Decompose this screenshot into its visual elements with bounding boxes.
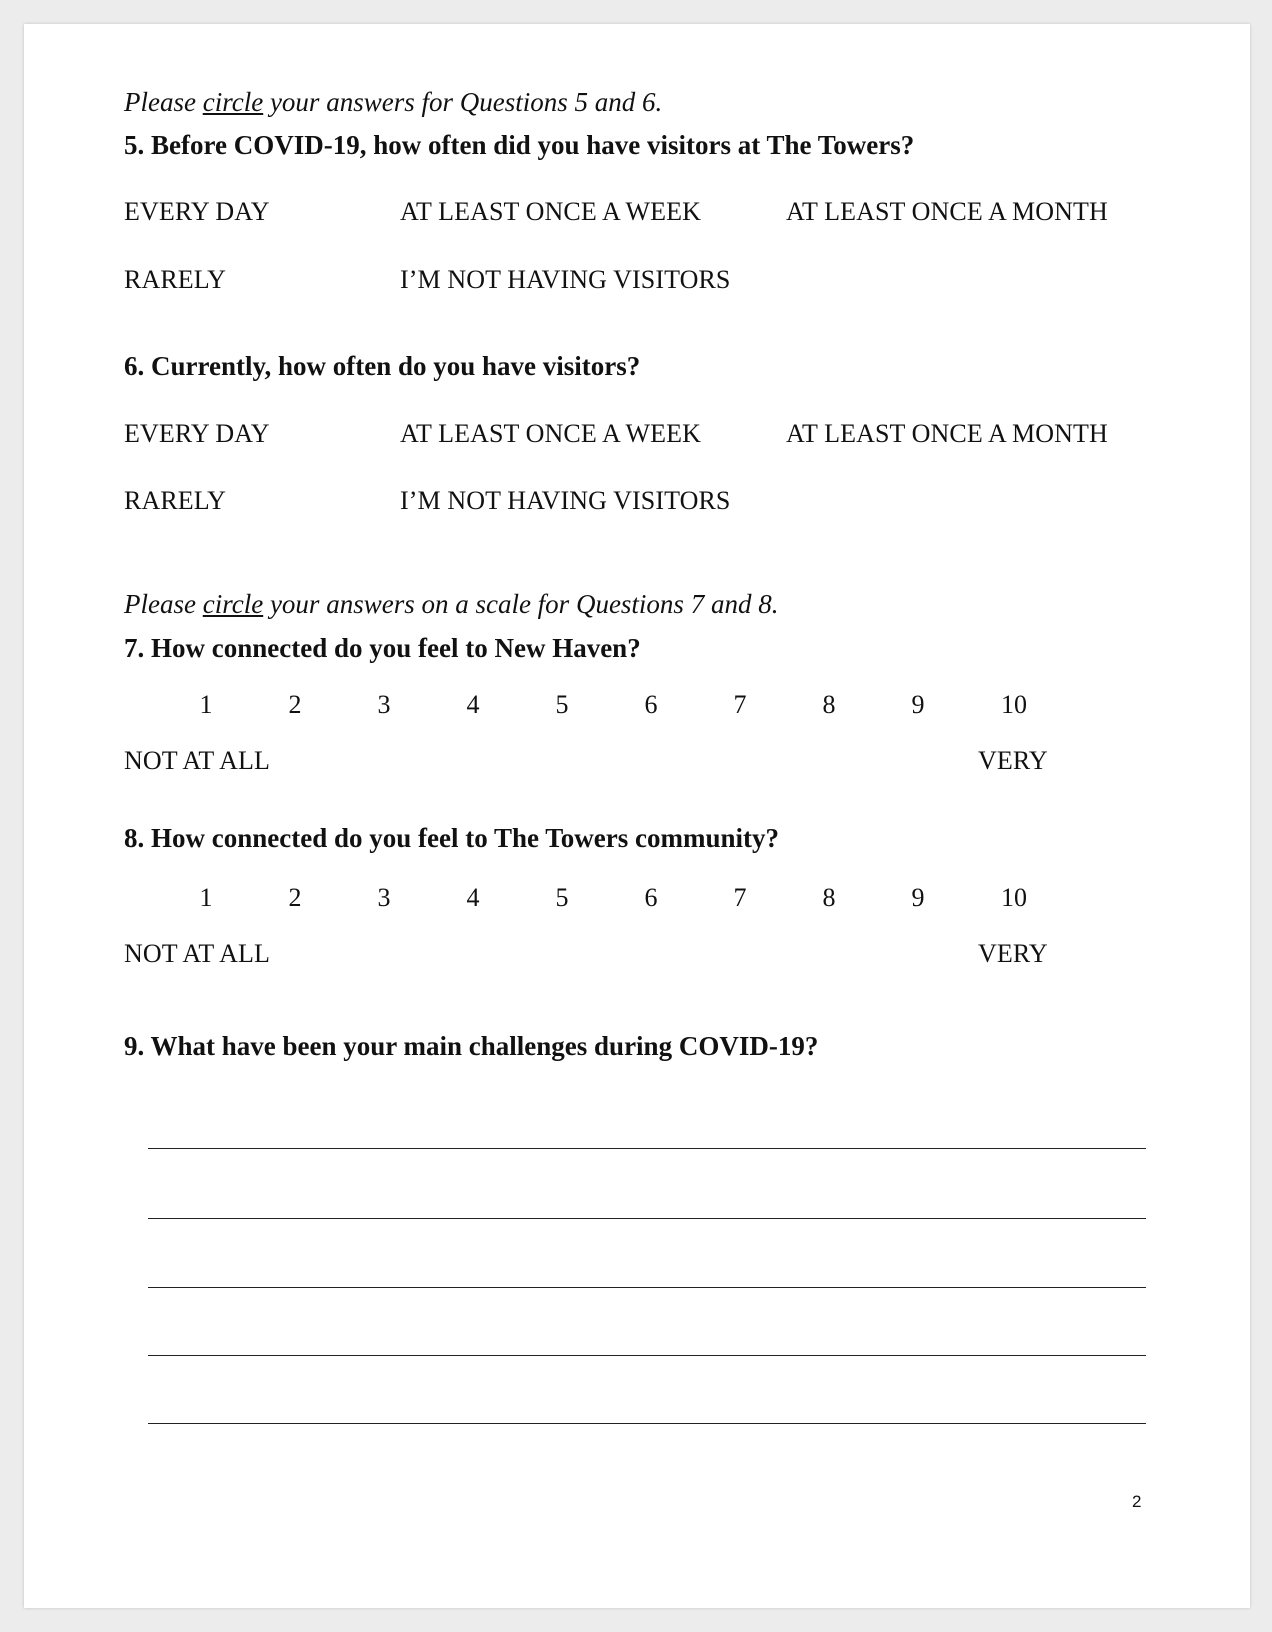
q6-option-weekly[interactable]: AT LEAST ONCE A WEEK bbox=[400, 419, 702, 448]
q5-option-every-day[interactable]: EVERY DAY bbox=[124, 197, 270, 226]
question-5-text: 5. Before COVID-19, how often did you have visitors at The Towers? bbox=[124, 130, 915, 160]
instruction-text-before: Please bbox=[124, 589, 203, 619]
q7-low-label: NOT AT ALL bbox=[124, 746, 270, 775]
q7-high-label: VERY bbox=[978, 746, 1048, 775]
q7-scale-9[interactable]: 9 bbox=[911, 690, 925, 719]
answer-line[interactable] bbox=[148, 1148, 1146, 1149]
q8-scale-5[interactable]: 5 bbox=[555, 883, 569, 912]
question-8-text: 8. How connected do you feel to The Towers community? bbox=[124, 823, 779, 853]
q6-option-no-visitors[interactable]: I’M NOT HAVING VISITORS bbox=[400, 486, 731, 515]
question-9-text: 9. What have been your main challenges during COVID-19? bbox=[124, 1031, 819, 1061]
answer-line[interactable] bbox=[148, 1423, 1146, 1424]
instruction-text-underlined: circle bbox=[202, 87, 264, 117]
q5-option-weekly[interactable]: AT LEAST ONCE A WEEK bbox=[400, 197, 702, 226]
q7-scale-6[interactable]: 6 bbox=[644, 690, 658, 719]
question-6-text: 6. Currently, how often do you have visitors? bbox=[124, 351, 641, 381]
q5-option-no-visitors[interactable]: I’M NOT HAVING VISITORS bbox=[400, 265, 731, 294]
answer-line[interactable] bbox=[148, 1287, 1146, 1288]
q8-scale-3[interactable]: 3 bbox=[377, 883, 391, 912]
instruction-text-before: Please bbox=[124, 87, 203, 117]
answer-line[interactable] bbox=[148, 1218, 1146, 1219]
q8-high-label: VERY bbox=[978, 939, 1048, 968]
q6-option-monthly[interactable]: AT LEAST ONCE A MONTH bbox=[786, 419, 1108, 448]
document-page bbox=[24, 24, 1250, 1608]
instruction-text-after: your answers for Questions 5 and 6. bbox=[263, 87, 663, 117]
q7-scale-8[interactable]: 8 bbox=[822, 690, 836, 719]
q7-scale-7[interactable]: 7 bbox=[733, 690, 747, 719]
q6-option-every-day[interactable]: EVERY DAY bbox=[124, 419, 270, 448]
q8-scale-2[interactable]: 2 bbox=[288, 883, 302, 912]
instruction-text-underlined: circle bbox=[202, 589, 264, 619]
q8-scale-6[interactable]: 6 bbox=[644, 883, 658, 912]
q7-scale-3[interactable]: 3 bbox=[377, 690, 391, 719]
q5-option-monthly[interactable]: AT LEAST ONCE A MONTH bbox=[786, 197, 1108, 226]
q7-scale-5[interactable]: 5 bbox=[555, 690, 569, 719]
q8-scale-8[interactable]: 8 bbox=[822, 883, 836, 912]
q8-scale-4[interactable]: 4 bbox=[466, 883, 480, 912]
answer-line[interactable] bbox=[148, 1355, 1146, 1356]
q8-low-label: NOT AT ALL bbox=[124, 939, 270, 968]
q6-option-rarely[interactable]: RARELY bbox=[124, 486, 226, 515]
q8-scale-9[interactable]: 9 bbox=[911, 883, 925, 912]
q7-scale-4[interactable]: 4 bbox=[466, 690, 480, 719]
instruction-text-after: your answers on a scale for Questions 7 and 8. bbox=[263, 589, 779, 619]
instructions-q7-q8 bbox=[124, 588, 778, 620]
question-7-text: 7. How connected do you feel to New Haven? bbox=[124, 633, 641, 663]
q8-scale-7[interactable]: 7 bbox=[733, 883, 747, 912]
q8-scale-10[interactable]: 10 bbox=[1001, 883, 1027, 912]
page-number: 2 bbox=[1132, 1492, 1142, 1511]
instructions-q5-q6 bbox=[124, 86, 662, 118]
q7-scale-2[interactable]: 2 bbox=[288, 690, 302, 719]
q7-scale-1[interactable]: 1 bbox=[199, 690, 213, 719]
q7-scale-10[interactable]: 10 bbox=[1001, 690, 1027, 719]
q8-scale-1[interactable]: 1 bbox=[199, 883, 213, 912]
q5-option-rarely[interactable]: RARELY bbox=[124, 265, 226, 294]
